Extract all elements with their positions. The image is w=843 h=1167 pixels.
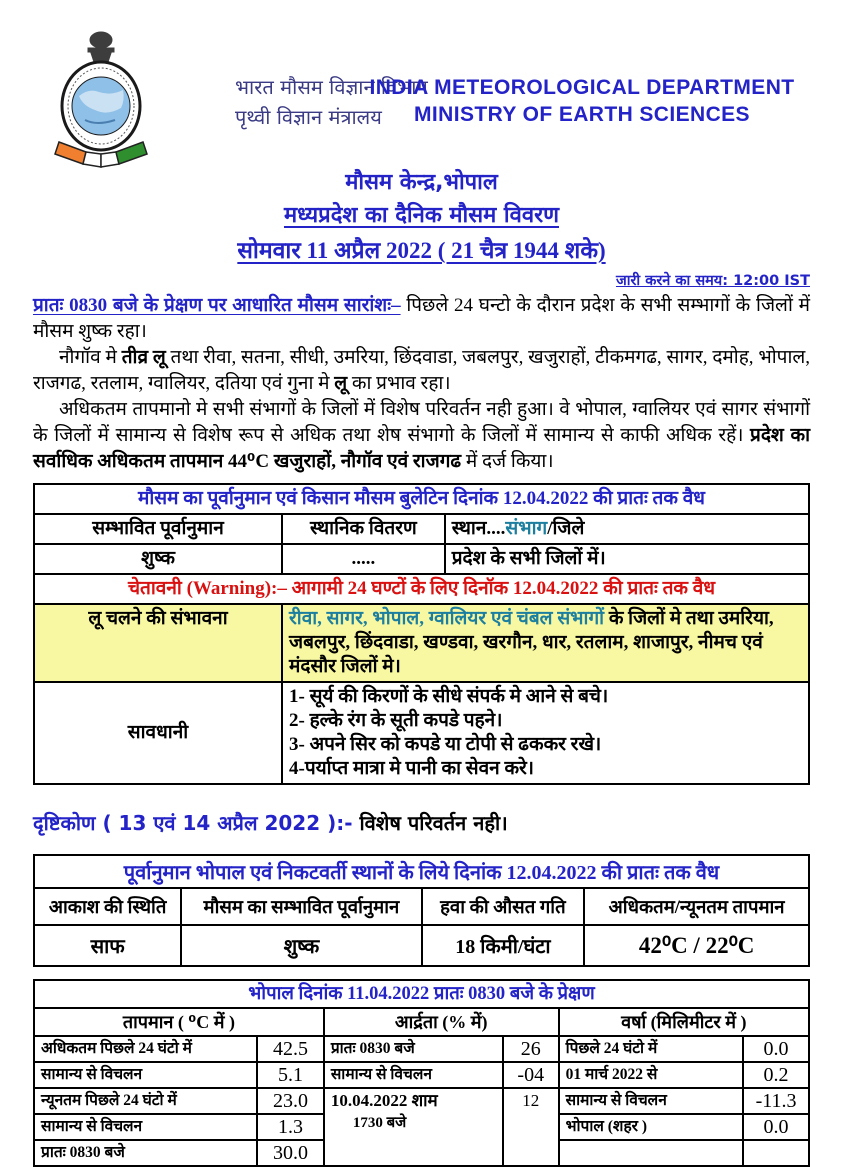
department-name-english xyxy=(341,74,823,128)
outlook-label: दृष्टिकोण ( 13 एवं 14 अप्रैल 2022 ):- xyxy=(33,811,353,835)
humidity-value-cell: -04 xyxy=(503,1062,559,1088)
rain-label: पिछले 24 घंटो में xyxy=(559,1036,743,1062)
temp-label: अधिकतम पिछले 24 घंटो में xyxy=(34,1036,257,1062)
weather-value: शुष्क xyxy=(181,925,421,966)
forecast-table-title: मौसम का पूर्वानुमान एवं किसान मौसम बुलेटिन दिनांक 12.04.2022 की प्रातः तक वैध xyxy=(34,484,809,514)
weather-bulletin-document xyxy=(0,26,843,1164)
col-header-place xyxy=(445,514,809,544)
summary-paragraph-1 xyxy=(33,293,810,345)
observations-title-row xyxy=(34,980,809,1008)
temp-value-cell: 5.1 xyxy=(257,1062,324,1088)
humidity-evening-label xyxy=(324,1088,503,1166)
rain-value-cell: 0.0 xyxy=(743,1114,809,1140)
caution-item: 1- सूर्य की किरणों के सीधे संपर्क मे आने से बचे। xyxy=(289,686,609,707)
dept-hindi-line2: पृथ्वी विज्ञान मंत्रालय xyxy=(235,105,382,129)
caution-item: 4-पर्याप्त मात्रा मे पानी का सेवन करे। xyxy=(289,758,535,779)
rain-label: भोपाल (शहर ) xyxy=(559,1114,743,1140)
temp-value: 42⁰C / 22⁰C xyxy=(584,925,809,966)
temp-group-header: तापमान ( ⁰C में ) xyxy=(34,1008,324,1036)
rain-label: 01 मार्च 2022 से xyxy=(559,1062,743,1088)
outlook-line xyxy=(33,809,810,836)
rain-label: सामान्य से विचलन xyxy=(559,1088,743,1114)
humidity-group-header: आर्द्रता (% में) xyxy=(324,1008,559,1036)
dept-english-line2: MINISTRY OF EARTH SCIENCES xyxy=(414,103,750,126)
heatwave-districts: के जिलों मे तथा उमरिया, जबलपुर, छिंदवाडा, खण्डवा, खरगौन, धार, रतलाम, शाजापुर, नीमच एवं मंदसौर जिलों मे। xyxy=(289,608,774,677)
summary-p1-text: पिछले 24 घन्टो के दौरान प्रदेश के सभी सम्भागों के जिलों में मौसम शुष्क रहा। xyxy=(33,295,810,342)
rain-value-cell xyxy=(743,1140,809,1166)
outlook-value: विशेष परिवर्तन नही। xyxy=(352,811,508,835)
observations-table xyxy=(33,979,810,1167)
summary-paragraph-3 xyxy=(33,397,810,475)
warning-title-row xyxy=(34,574,809,604)
temp-value-cell: 1.3 xyxy=(257,1114,324,1140)
temp-label: सामान्य से विचलन xyxy=(34,1114,257,1140)
col-header-forecast: सम्भावित पूर्वानुमान xyxy=(34,514,282,544)
place-prefix: स्थान.... xyxy=(451,518,506,539)
caution-item: 3- अपने सिर को कपडे या टोपी से ढककर रखे। xyxy=(289,734,602,755)
observations-row xyxy=(34,1062,809,1088)
dept-hindi-line1: भारत मौसम विज्ञान विभाग xyxy=(235,75,428,99)
temp-label: सामान्य से विचलन xyxy=(34,1062,257,1088)
warning-title: चेतावनी (Warning):– आगामी 24 घण्टों के लिए दिनॉक 12.04.2022 की प्रातः तक वैध xyxy=(34,574,809,604)
document-header xyxy=(33,26,810,166)
heatwave-row xyxy=(34,604,809,682)
observations-row xyxy=(34,1088,809,1114)
temp-value-cell: 23.0 xyxy=(257,1088,324,1114)
humidity-evening-value: 12 xyxy=(503,1088,559,1166)
p3-end: में दर्ज किया। xyxy=(461,451,554,472)
rain-group-header: वर्षा (मिलिमीटर में ) xyxy=(559,1008,809,1036)
p2-start: नौगॉव मे xyxy=(59,347,122,368)
heatwave-regions xyxy=(282,604,809,682)
wind-value: 18 किमी/घंटा xyxy=(422,925,585,966)
rain-label xyxy=(559,1140,743,1166)
office-name: मौसम केन्द्र,भोपाल xyxy=(345,170,498,195)
rain-value-cell: 0.0 xyxy=(743,1036,809,1062)
observations-title: भोपाल दिनांक 11.04.2022 प्रातः 0830 बजे के प्रेक्षण xyxy=(34,980,809,1008)
p2-middle: तथा रीवा, सतना, सीधी, उमरिया, छिंदवाडा, जबलपुर, खजुराहों, टीकमगढ, सागर, दमोह, भोपाल, राजगढ, रतलाम, ग्वालियर, दतिया एवं गुना मे xyxy=(33,347,810,394)
forecast-value: शुष्क xyxy=(34,544,282,574)
bhopal-forecast-table xyxy=(33,854,810,967)
temp-label: प्रातः 0830 बजे xyxy=(34,1140,257,1166)
bhopal-forecast-title: पूर्वानुमान भोपाल एवं निकटवर्ती स्थानों के लिये दिनांक 12.04.2022 की प्रातः तक वैध xyxy=(34,855,809,888)
temp-value-cell: 42.5 xyxy=(257,1036,324,1062)
caution-item: 2- हल्के रंग के सूती कपडे पहने। xyxy=(289,710,503,731)
bulletin-date: सोमवार 11 अप्रैल 2022 ( 21 चैत्र 1944 शके) xyxy=(237,238,606,263)
humidity-label: सामान्य से विचलन xyxy=(324,1062,503,1088)
ashoka-capital-icon xyxy=(88,32,114,65)
temp-value-cell: 30.0 xyxy=(257,1140,324,1166)
temp-label: न्यूनतम पिछले 24 घंटो में xyxy=(34,1088,257,1114)
caution-list xyxy=(282,682,809,784)
p3-max-temp: प्रदेश का सर्वाधिक अधिकतम तापमान 44⁰C खजुराहों, नौगॉव एवं राजगढ xyxy=(33,425,810,472)
humidity-evening-time: 1730 बजे xyxy=(352,1115,407,1131)
dept-english-line1: INDIA METEOROLOGICAL DEPARTMENT xyxy=(369,76,795,99)
place-suffix: /जिले xyxy=(547,518,585,539)
forecast-header-row xyxy=(34,514,809,544)
col-header-distribution: स्थानिक वितरण xyxy=(282,514,445,544)
bulletin-title: मध्यप्रदेश का दैनिक मौसम विवरण xyxy=(283,203,559,228)
observations-row xyxy=(34,1036,809,1062)
place-division: संभाग xyxy=(505,518,548,539)
bhopal-forecast-value-row xyxy=(34,925,809,966)
bhopal-forecast-header-row xyxy=(34,888,809,925)
weather-summary-section xyxy=(33,293,810,475)
p3-start: अधिकतम तापमानो मे सभी संभागों के जिलों में विशेष परिवर्तन नही हुआ। वे भोपाल, ग्वालियर एवं सागर संभागों के जिलों में सामान्य से विशेष रूप से अधिक तथा शेष संभागो के जिलों में सामान्य से काफी अधिक रहें। xyxy=(33,399,810,446)
humidity-evening-date: 10.04.2022 शाम xyxy=(330,1091,438,1110)
col-header-wind: हवा की औसत गति xyxy=(422,888,585,925)
caution-row xyxy=(34,682,809,784)
forecast-value-row xyxy=(34,544,809,574)
sky-value: साफ xyxy=(34,925,181,966)
p2-severe-heatwave: तीव्र लू xyxy=(121,347,166,368)
caution-label: सावधानी xyxy=(34,682,282,784)
rain-value-cell: -11.3 xyxy=(743,1088,809,1114)
p2-heatwave: लू xyxy=(334,373,348,394)
rain-value-cell: 0.2 xyxy=(743,1062,809,1088)
area-value: प्रदेश के सभी जिलों में। xyxy=(445,544,809,574)
p2-end: का प्रभाव रहा। xyxy=(347,373,451,394)
bhopal-forecast-title-row xyxy=(34,855,809,888)
col-header-weather: मौसम का सम्भावित पूर्वानुमान xyxy=(181,888,421,925)
col-header-sky: आकाश की स्थिति xyxy=(34,888,181,925)
heatwave-label: लू चलने की संभावना xyxy=(34,604,282,682)
humidity-value-cell: 26 xyxy=(503,1036,559,1062)
forecast-table xyxy=(33,483,810,785)
heatwave-divisions: रीवा, सागर, भोपाल, ग्वालियर एवं चंबल संभागों xyxy=(289,608,605,629)
summary-heading: प्रातः 0830 बजे के प्रेक्षण पर आधारित मौसम सारांशः– xyxy=(33,295,401,316)
distribution-value: ..... xyxy=(282,544,445,574)
col-header-temp: अधिकतम/न्यूनतम तापमान xyxy=(584,888,809,925)
observations-group-header-row xyxy=(34,1008,809,1036)
humidity-label: प्रातः 0830 बजे xyxy=(324,1036,503,1062)
imd-logo-icon xyxy=(41,30,161,168)
issue-time: जारी करने का समय: 12:00 IST xyxy=(615,273,810,289)
forecast-title-row xyxy=(34,484,809,514)
summary-paragraph-2 xyxy=(33,345,810,397)
